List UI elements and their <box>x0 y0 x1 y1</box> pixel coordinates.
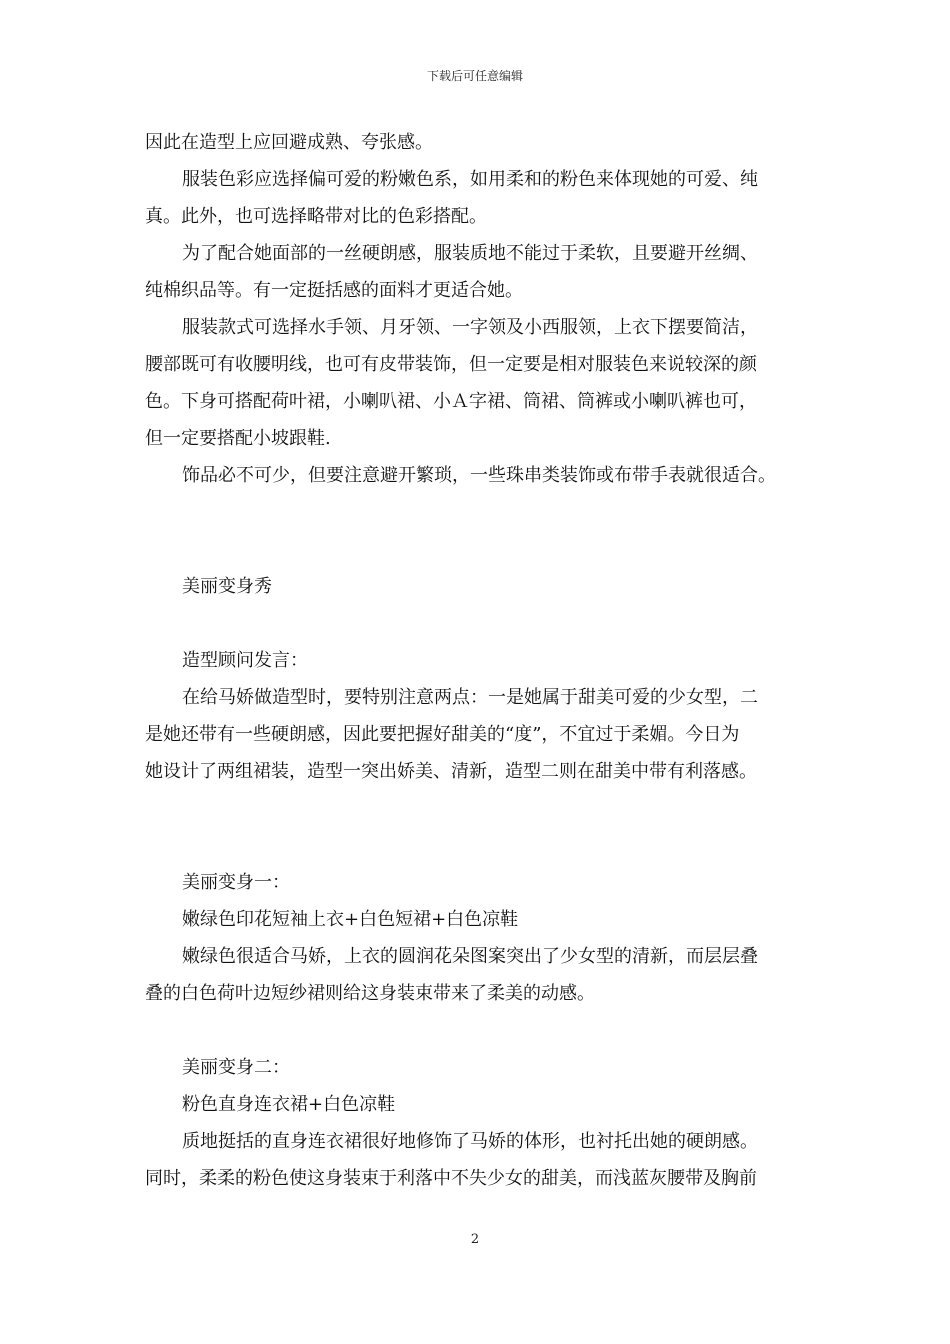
paragraph-line: 腰部既可有收腰明线，也可有皮带装饰，但一定要是相对服装色来说较深的颜 <box>145 354 757 375</box>
paragraph-line: 嫩绿色很适合马娇，上衣的圆润花朵图案突出了少女型的清新，而层层叠 <box>182 946 758 967</box>
spacer <box>145 1012 817 1049</box>
paragraph-line: 真。此外，也可选择略带对比的色彩搭配。 <box>145 206 487 227</box>
paragraph-line: 因此在造型上应回避成熟、夸张感。 <box>145 132 433 153</box>
paragraph-line: 同时，柔柔的粉色使这身装束于利落中不失少女的甜美，而浅蓝灰腰带及胸前 <box>145 1168 757 1189</box>
spacer <box>145 790 817 864</box>
section-heading: 美丽变身秀 <box>182 576 272 597</box>
paragraph-line: 服装色彩应选择偏可爱的粉嫩色系，如用柔和的粉色来体现她的可爱、纯 <box>182 169 758 190</box>
spacer <box>145 605 817 642</box>
look-title: 美丽变身一： <box>182 872 290 893</box>
paragraph-line: 但一定要搭配小坡跟鞋. <box>145 428 331 449</box>
page-number: 2 <box>470 1232 480 1247</box>
look-outfit: 粉色直身连衣裙+白色凉鞋 <box>182 1094 396 1115</box>
paragraph-line: 饰品必不可少，但要注意避开繁琐，一些珠串类装饰或布带手表就很适合。 <box>182 465 776 486</box>
paragraph-line: 色。下身可搭配荷叶裙，小喇叭裙、小Ａ字裙、筒裙、筒裤或小喇叭裤也可， <box>145 391 757 412</box>
look-outfit: 嫩绿色印花短袖上衣+白色短裙+白色凉鞋 <box>182 909 519 930</box>
paragraph-line: 服装款式可选择水手领、月牙领、一字领及小西服领，上衣下摆要简洁， <box>182 317 758 338</box>
look-title: 美丽变身二： <box>182 1057 290 1078</box>
paragraph-line: 她设计了两组裙装，造型一突出娇美、清新，造型二则在甜美中带有利落感。 <box>145 761 757 782</box>
page-header-note: 下载后可任意编辑 <box>426 69 523 83</box>
paragraph-line: 叠的白色荷叶边短纱裙则给这身装束带来了柔美的动感。 <box>145 983 595 1004</box>
paragraph-line: 纯棉织品等。有一定挺括感的面料才更适合她。 <box>145 280 523 301</box>
document-body <box>145 124 817 1197</box>
paragraph-line: 为了配合她面部的一丝硬朗感，服装质地不能过于柔软，且要避开丝绸、 <box>182 243 758 264</box>
paragraph-line: 在给马娇做造型时，要特别注意两点：一是她属于甜美可爱的少女型，二 <box>182 687 758 708</box>
subsection-heading: 造型顾问发言： <box>182 650 308 671</box>
paragraph-line: 是她还带有一些硬朗感，因此要把握好甜美的“度”，不宜过于柔媚。今日为 <box>145 724 740 745</box>
paragraph-line: 质地挺括的直身连衣裙很好地修饰了马娇的体形，也衬托出她的硬朗感。 <box>182 1131 758 1152</box>
spacer <box>145 494 817 568</box>
